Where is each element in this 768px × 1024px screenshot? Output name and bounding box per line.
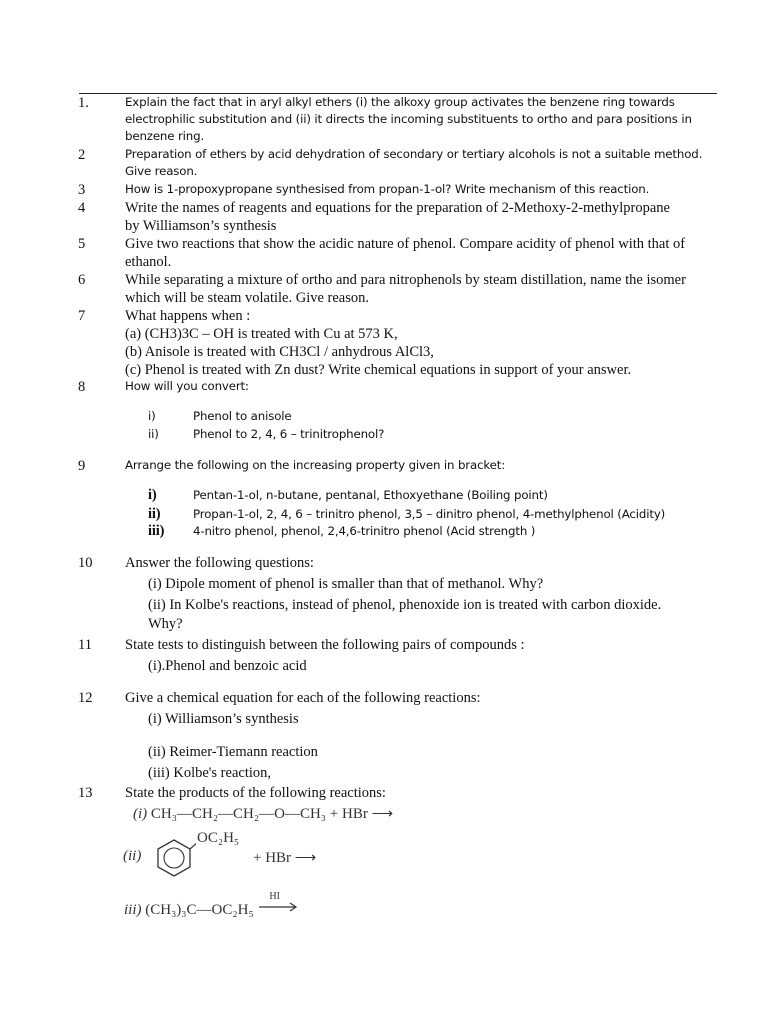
reaction-3 — [124, 891, 301, 919]
question-number: 4 — [78, 200, 86, 216]
question-text: State tests to distinguish between the following pairs of compounds : — [125, 637, 525, 653]
arrow-icon — [259, 902, 299, 912]
q11-item: (i).Phenol and benzoic acid — [148, 658, 307, 674]
question-number: 10 — [78, 555, 93, 571]
question-number: 13 — [78, 785, 93, 801]
question-text: Explain the fact that in aryl alkyl ethers (i) the alkoxy group activates the benzene ring towards electrophilic substitution and (ii) it directs the incoming substituents to ortho and para positions in benzene ring. — [125, 95, 692, 143]
reaction-label: iii) — [124, 902, 142, 918]
reaction-1 — [133, 804, 393, 823]
substituent: OC₂H₅ — [197, 830, 240, 846]
question-text: Write the names of reagents and equations for the preparation of 2-Methoxy-2-methylpropane by Williamson’s synthesis — [125, 200, 670, 234]
question-number: 3 — [78, 182, 86, 198]
q10-item: (ii) In Kolbe's reactions, instead of phenol, phenoxide ion is treated with carbon dioxide. — [148, 597, 662, 613]
question-number: 2 — [78, 147, 86, 163]
reaction-label: (ii) — [123, 848, 142, 864]
q12-item: (ii) Reimer-Tiemann reaction — [148, 744, 318, 760]
question-text: How will you convert: — [125, 379, 249, 393]
reaction-formula: (CH₃)₃C—OC₂H₅ — [145, 902, 254, 918]
reagent-label: HI — [269, 891, 280, 902]
question-text: How is 1-propoxypropane synthesised from propan-1-ol? Write mechanism of this reaction. — [125, 182, 650, 196]
question-number: 5 — [78, 236, 86, 252]
question-number: 7 — [78, 308, 86, 324]
benzene-ring-icon — [152, 834, 196, 882]
question-number: 6 — [78, 272, 86, 288]
question-text: Give two reactions that show the acidic nature of phenol. Compare acidity of phenol with that of ethanol. — [125, 236, 686, 270]
reaction-formula: + HBr ⟶ — [253, 850, 317, 866]
question-text: Answer the following questions: — [125, 555, 314, 571]
question-text: What happens when : (a) (CH3)3C – OH is treated with Cu at 573 K, (b) Anisole is treated with CH3Cl / anhydrous AlCl3, (c) Phenol is treated with Zn dust? Write chemical equations in support of your answer. — [125, 308, 632, 378]
q10-item: Why? — [148, 616, 183, 632]
question-number: 8 — [78, 379, 86, 395]
q12-item: (iii) Kolbe's reaction, — [148, 765, 272, 781]
reaction-formula: CH₃—CH₂—CH₂—O—CH₃ + HBr ⟶ — [150, 806, 394, 822]
question-text: State the products of the following reactions: — [125, 785, 386, 801]
question-text: Give a chemical equation for each of the following reactions: — [125, 690, 481, 706]
question-number: 9 — [78, 458, 86, 474]
question-text: While separating a mixture of ortho and para nitrophenols by steam distillation, name the isomer which will be steam volatile. Give reason. — [125, 272, 686, 306]
question-text: Arrange the following on the increasing property given in bracket: — [125, 458, 506, 472]
question-text: Preparation of ethers by acid dehydration of secondary or tertiary alcohols is not a suitable method. Give reason. — [125, 147, 703, 178]
question-number: 11 — [78, 637, 92, 653]
q12-item: (i) Williamson’s synthesis — [148, 711, 299, 727]
question-number: 1. — [78, 95, 89, 111]
q10-item: (i) Dipole moment of phenol is smaller than that of methanol. Why? — [148, 576, 544, 592]
reaction-label: (i) — [133, 806, 148, 822]
question-number: 12 — [78, 690, 93, 706]
